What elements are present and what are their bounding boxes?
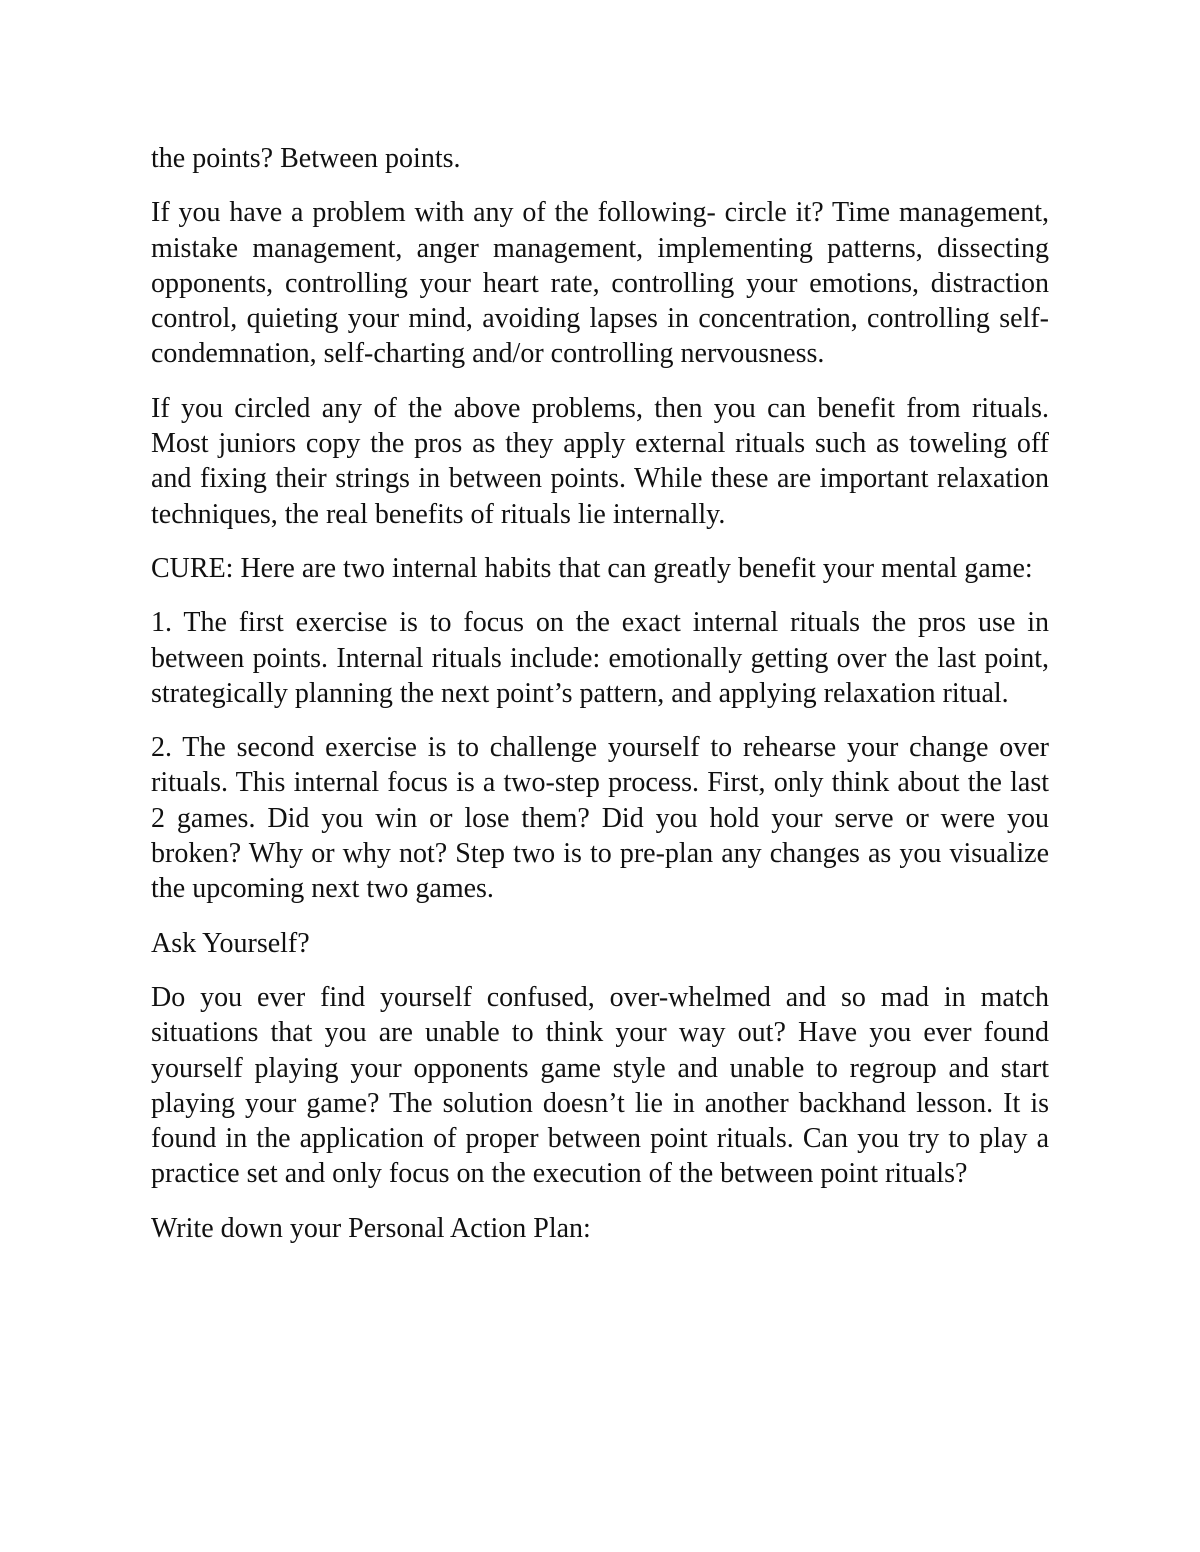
paragraph-questions: Do you ever find yourself confused, over-whelmed and so mad in match situations that you are unable to think your way out? Have you ever found yourself playing your opponents game style and unable to regroup and start playing your game? The solution doesn’t lie in another backhand lesson. It is found in the application of proper between point rituals. Can you try to play a practice set and only focus on the execution of the between point rituals?	[151, 981, 1049, 1190]
paragraph-action-plan: Write down your Personal Action Plan:	[151, 1212, 591, 1244]
document-page	[151, 141, 1049, 1265]
paragraph-cure: CURE: Here are two internal habits that can greatly benefit your mental game:	[151, 552, 1033, 584]
paragraph-exercise-two: 2. The second exercise is to challenge yourself to rehearse your change over rituals. This internal focus is a two-step process. First, only think about the last 2 games. Did you win or lose them? Did you hold your serve or were you broken? Why or why not? Step two is to pre-plan any changes as you visualize the upcoming next two games.	[151, 732, 1049, 905]
paragraph-problem-list: If you have a problem with any of the following- circle it? Time management, mistake management, anger management, implementing patterns, dissecting opponents, controlling your heart rate, controlling your emotions, distraction control, quieting your mind, avoiding lapses in concentration, controlling self-condemnation, self-charting and/or controlling nervousness.	[151, 197, 1049, 370]
paragraph-rituals-benefit: If you circled any of the above problems, then you can benefit from rituals. Most juniors copy the pros as they apply external rituals such as toweling off and fixing their strings in between points. While these are important relaxation techniques, the real benefits of rituals lie internally.	[151, 392, 1049, 530]
heading-ask-yourself: Ask Yourself?	[151, 927, 310, 959]
paragraph-exercise-one: 1. The first exercise is to focus on the exact internal rituals the pros use in between points. Internal rituals include: emotionally getting over the last point, strategically planning the next point’s pattern, and applying relaxation ritual.	[151, 607, 1049, 709]
paragraph-intro-fragment: the points? Between points.	[151, 143, 461, 174]
